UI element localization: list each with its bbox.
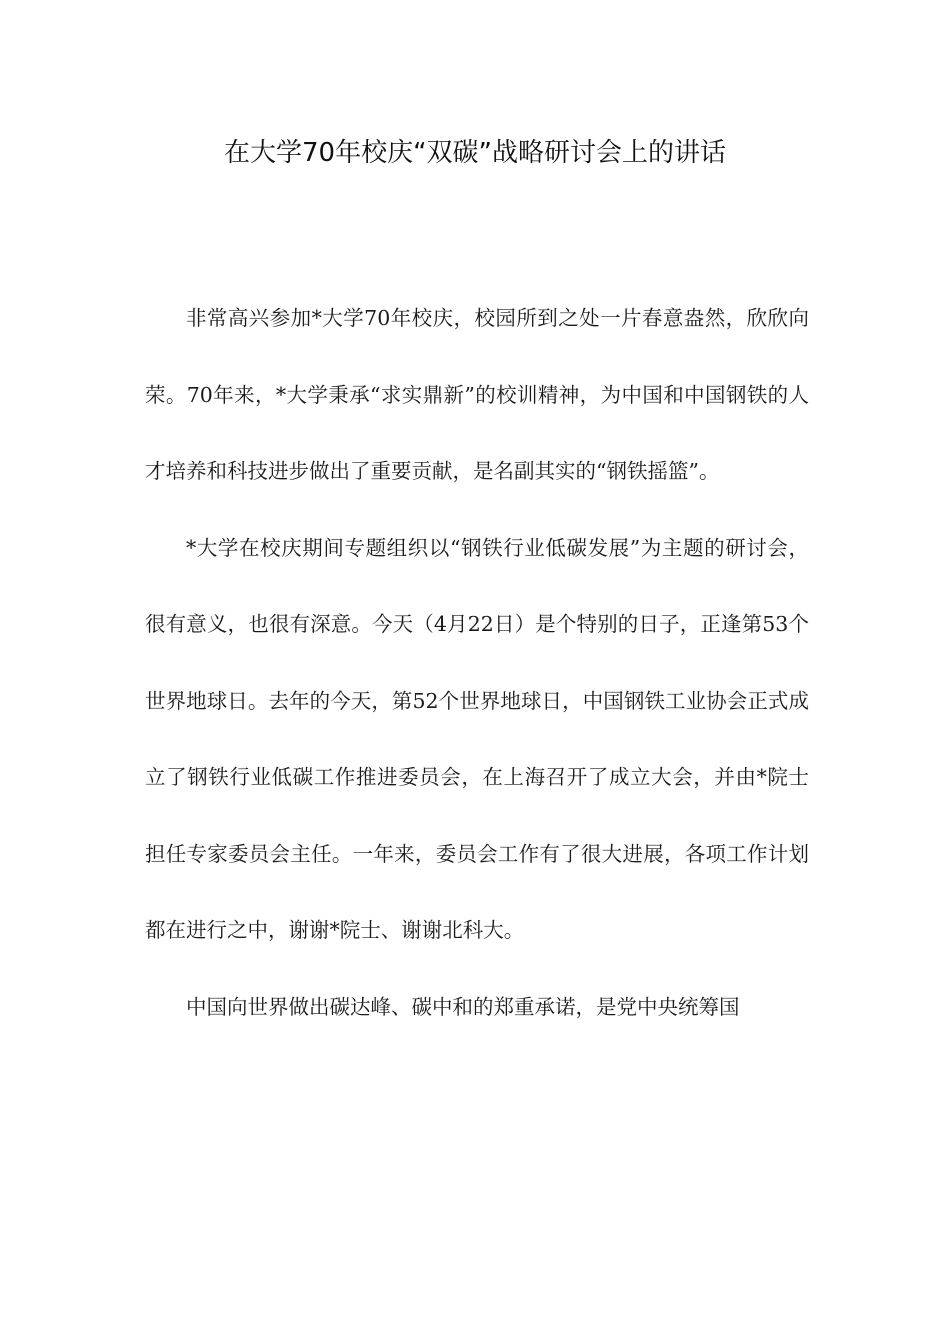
document-title: 在大学70年校庆“双碳”战略研讨会上的讲话	[223, 138, 727, 168]
paragraph-2: *大学在校庆期间专题组织以“钢铁行业低碳发展”为主题的研讨会，很有意义，也很有深意。今天（4月22日）是个特别的日子，正逢第53个世界地球日。去年的今天，第52个世界地球日，中国钢铁工业协会正式成立了钢铁行业低碳工作推进委员会，在上海召开了成立大会，并由*院士担任专家委员会主任。一年来，委员会工作有了很大进展，各项工作计划都在进行之中，谢谢*院士、谢谢北科大。	[145, 535, 809, 942]
document-body	[145, 280, 809, 1045]
paragraph-1: 非常高兴参加*大学70年校庆，校园所到之处一片春意盎然，欣欣向荣。70年来，*大学秉承“求实鼎新”的校训精神，为中国和中国钢铁的人才培养和科技进步做出了重要贡献，是名副其实的“钢铁摇篮”。	[145, 306, 809, 483]
paragraph-3: 中国向世界做出碳达峰、碳中和的郑重承诺，是党中央统筹国	[186, 994, 740, 1019]
